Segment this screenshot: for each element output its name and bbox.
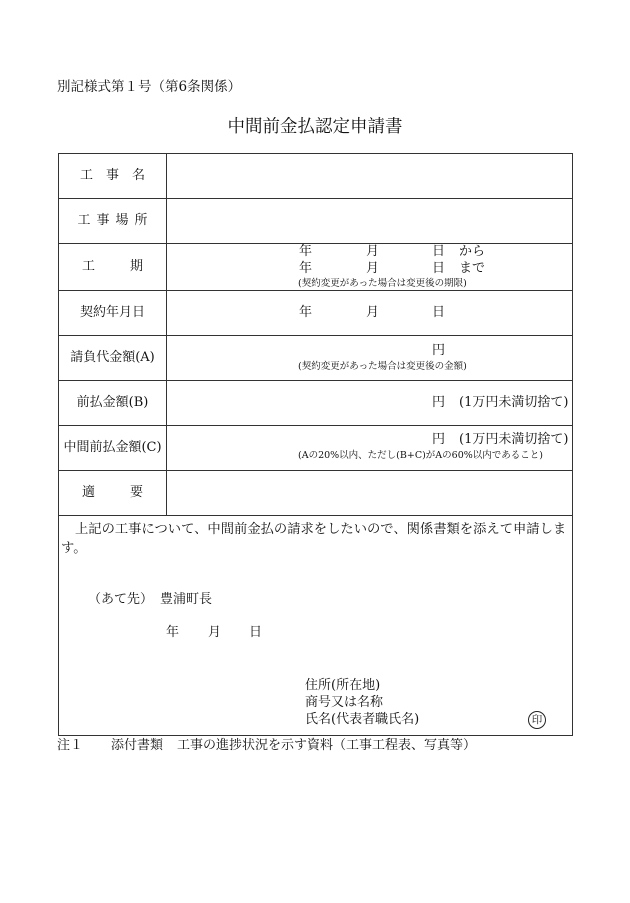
label-construction-period: 工 期 (59, 244, 167, 290)
seal-mark-icon: 印 (528, 711, 546, 729)
period-until-label: まで (459, 261, 486, 276)
period-end-year: 年 (299, 261, 313, 276)
label-contract-amount: 請負代金額(A) (59, 336, 167, 380)
value-construction-site (167, 199, 572, 243)
value-construction-period (167, 244, 572, 290)
row-contract-date (59, 291, 572, 336)
applicant-address-label: 住所(所在地) (305, 678, 381, 693)
application-month: 月 (208, 625, 222, 640)
interim-amount-yen: 円 (432, 432, 446, 447)
application-statement-block (59, 516, 572, 735)
contract-day: 日 (432, 305, 446, 320)
applicant-company-label: 商号又は名称 (305, 695, 384, 710)
period-start-month: 月 (366, 244, 380, 259)
contract-amount-yen: 円 (432, 343, 446, 358)
value-construction-name (167, 154, 572, 198)
row-construction-name (59, 154, 572, 199)
statement-line-2: す。 (61, 541, 87, 556)
advance-rounding-note: (1万円未満切捨て) (459, 395, 569, 410)
interim-rounding-note: (1万円未満切捨て) (459, 432, 569, 447)
contract-year: 年 (299, 305, 313, 320)
row-construction-period (59, 244, 572, 291)
label-advance-amount: 前払金額(B) (59, 381, 167, 425)
value-advance-amount (167, 381, 572, 425)
period-end-day: 日 (432, 261, 446, 276)
application-day: 日 (249, 625, 263, 640)
value-contract-amount (167, 336, 572, 380)
application-year: 年 (166, 625, 180, 640)
footnote-attachment-text: 工事の進捗状況を示す資料（工事工程表、写真等） (177, 738, 477, 753)
contract-month: 月 (366, 305, 380, 320)
label-contract-date: 契約年月日 (59, 291, 167, 335)
label-remarks: 適 要 (59, 471, 167, 515)
footnote-attachment-label: 添付書類 (111, 738, 164, 753)
row-interim-advance-amount (59, 426, 572, 471)
period-from-label: から (459, 244, 486, 259)
row-contract-amount (59, 336, 572, 381)
row-remarks (59, 471, 572, 516)
footnote-marker: 注１ (57, 738, 84, 753)
period-end-month: 月 (366, 261, 380, 276)
value-interim-advance-amount (167, 426, 572, 470)
row-advance-amount (59, 381, 572, 426)
label-interim-advance-amount: 中間前払金額(C) (59, 426, 167, 470)
value-contract-date (167, 291, 572, 335)
period-note: (契約変更があった場合は変更後の期限) (298, 278, 467, 289)
value-remarks (167, 471, 572, 515)
contract-amount-note: (契約変更があった場合は変更後の金額) (298, 361, 467, 372)
addressee-prefix: （あて先） (88, 592, 154, 607)
interim-limit-note: (Aの20%以内、ただし(B+C)がAの60%以内であること) (298, 450, 543, 461)
form-title: 中間前金払認定申請書 (227, 117, 403, 137)
advance-amount-yen: 円 (432, 395, 446, 410)
label-construction-site: 工事場所 (59, 199, 167, 243)
application-table (58, 153, 573, 736)
period-start-year: 年 (299, 244, 313, 259)
addressee-name: 豊浦町長 (160, 592, 213, 607)
form-reference: 別記様式第１号（第6条関係） (57, 79, 242, 95)
period-start-day: 日 (432, 244, 446, 259)
label-construction-name: 工 事 名 (59, 154, 167, 198)
row-construction-site (59, 199, 572, 244)
applicant-name-label: 氏名(代表者職氏名) (305, 712, 420, 727)
statement-line-1: 上記の工事について、中間前金払の請求をしたいので、関係書類を添えて申請しま (75, 522, 567, 537)
